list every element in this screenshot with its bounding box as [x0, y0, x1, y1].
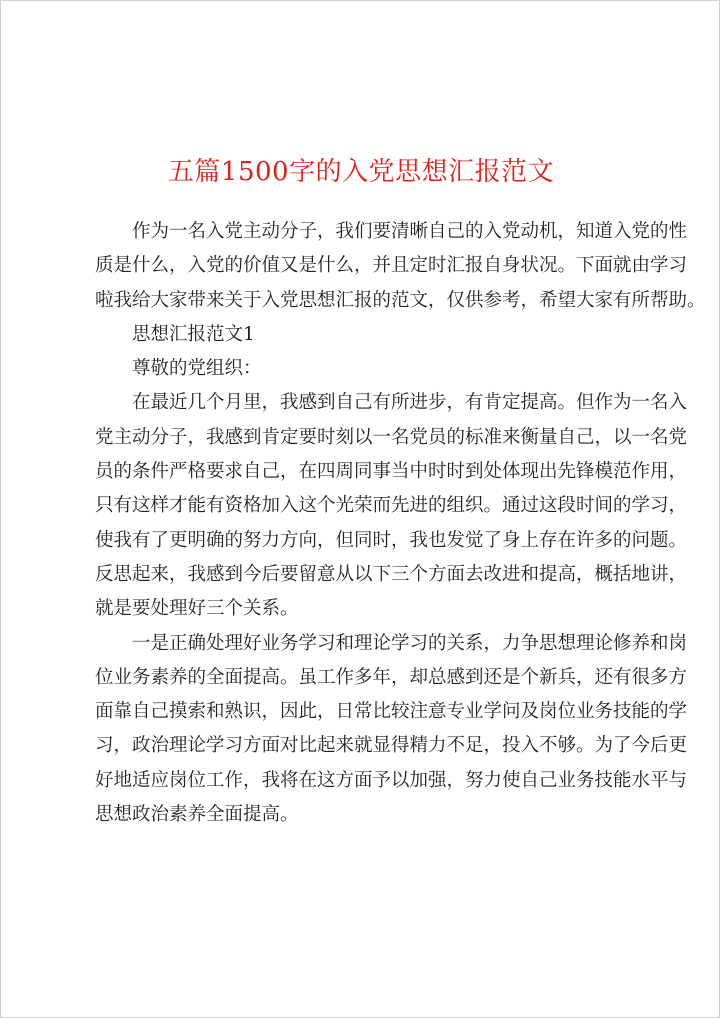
paragraph-first-relation: [95, 627, 688, 833]
document-body: [95, 215, 706, 832]
salutation-text: 尊敬的党组织：: [132, 358, 262, 380]
paragraph-intro: [95, 215, 706, 318]
paragraph-line: 就是要处理好三个关系。: [95, 598, 299, 620]
section-heading: [95, 318, 635, 352]
paragraph-line: 一是正确处理好业务学习和理论学习的关系，力争思想理论修养和岗: [132, 632, 688, 654]
paragraph-line: 质是什么，入党的价值又是什么，并且定时汇报自身状况。下面就由学习: [95, 255, 688, 277]
paragraph-line: 位业务素养的全面提高。虽工作多年，却总感到还是个新兵，还有很多方: [95, 666, 688, 688]
paragraph-line: 只有这样才能有资格加入这个光荣而先进的组织。通过这段时间的学习，: [95, 495, 688, 517]
paragraph-progress: [95, 386, 688, 626]
salutation: [95, 352, 635, 386]
paragraph-line: 啦我给大家带来关于入党思想汇报的范文，仅供参考，希望大家有所帮助。: [95, 289, 706, 311]
paragraph-line: 思想政治素养全面提高。: [95, 804, 299, 826]
paragraph-line: 在最近几个月里，我感到自己有所进步，有肯定提高。但作为一名入: [132, 392, 688, 414]
paragraph-line: 反思起来，我感到今后要留意从以下三个方面去改进和提高，概括地讲，: [95, 563, 688, 585]
paragraph-line: 使我有了更明确的努力方向，但同时，我也发觉了身上存在许多的问题。: [95, 529, 688, 551]
document-title: 五篇1500字的入党思想汇报范文: [167, 157, 555, 187]
paragraph-line: 作为一名入党主动分子，我们要清晰自己的入党动机，知道入党的性: [132, 221, 688, 242]
paragraph-line: 员的条件严格要求自己，在四周同事当中时时到处体现出先锋模范作用，: [95, 461, 688, 483]
paragraph-line: 习，政治理论学习方面对比起来就显得精力不足，投入不够。为了今后更: [95, 735, 688, 757]
paragraph-line: 面靠自己摸索和熟识，因此，日常比较注意专业学问及岗位业务技能的学: [95, 701, 688, 723]
section-heading-text: 思想汇报范文1: [132, 323, 255, 345]
paragraph-line: 好地适应岗位工作，我将在这方面予以加强，努力使自己业务技能水平与: [95, 769, 688, 791]
paragraph-line: 党主动分子，我感到肯定要时刻以一名党员的标准来衡量自己，以一名党: [95, 426, 688, 448]
